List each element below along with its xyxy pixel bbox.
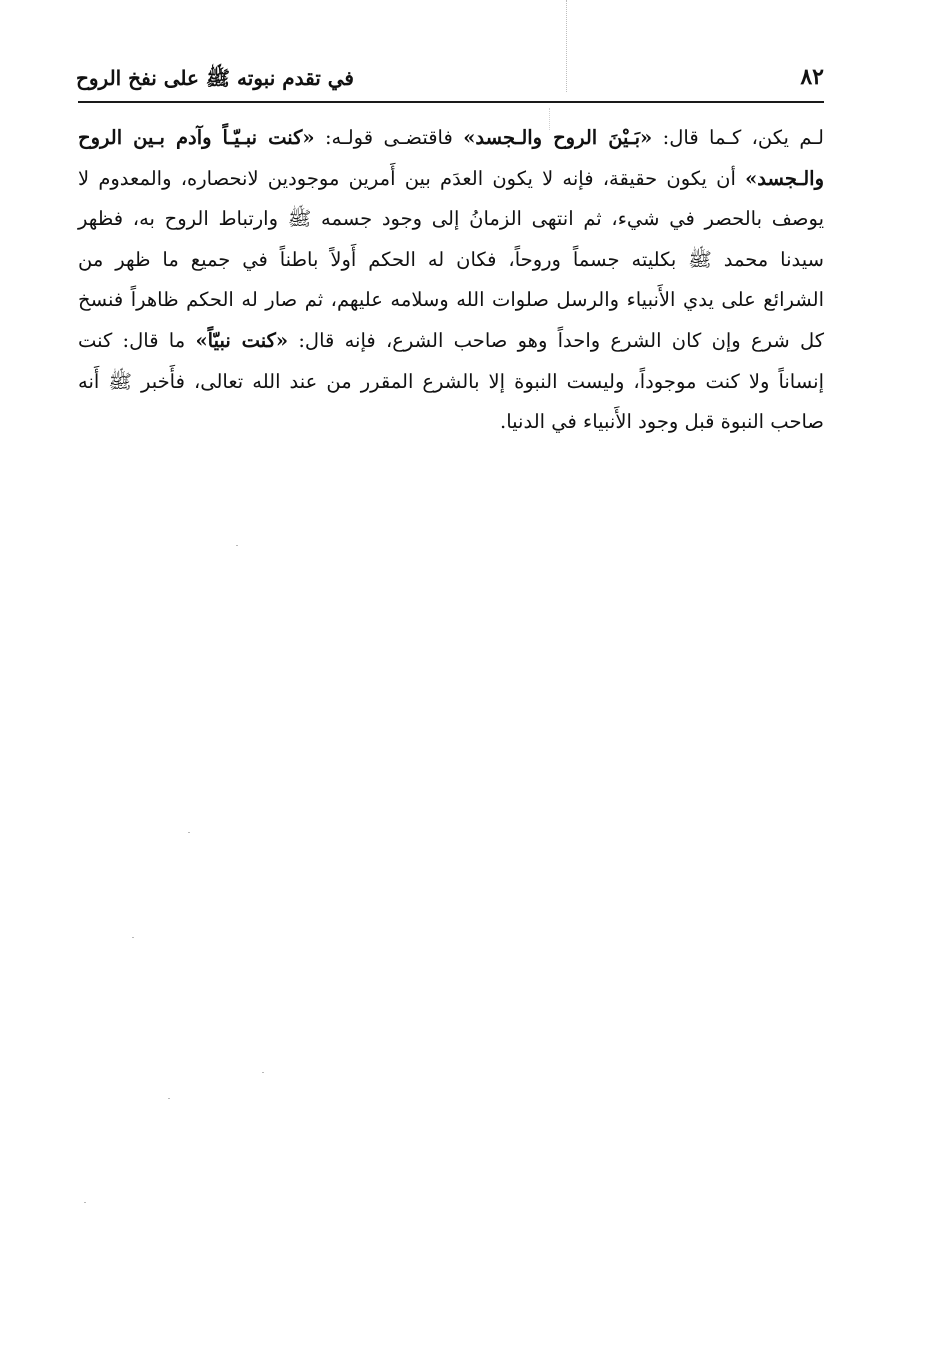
quote-run: «كنت نبـيّـاً وآدم بـين الروح <box>78 126 315 149</box>
text-line <box>78 118 824 159</box>
page-number: ٨٢ <box>800 64 824 90</box>
quote-run: «بَـيْنَ الروح والـجسد» <box>463 126 653 149</box>
text-line <box>78 240 824 281</box>
scan-speck <box>84 1202 86 1203</box>
text-line <box>78 159 824 200</box>
text-run: الشرائع على يدي الأَنبياء والرسل صلوات الله وسلامه عليهم، ثم صار له الحكم ظاهراً فنسخ <box>78 288 824 312</box>
scan-speck <box>236 545 238 546</box>
text-run: أن يكون حقيقة، فإنه لا يكون العدَم بين أَمرين موجودين لانحصاره، والمعدوم لا <box>78 166 746 190</box>
text-line <box>78 402 824 443</box>
text-run: إنساناً ولا كنت موجوداً، وليست النبوة إلا بالشرع المقرر من عند الله تعالى، فأَخبر ﷺ أَنه <box>78 369 824 393</box>
running-header <box>75 62 824 102</box>
text-run: فاقتضـى قولـه: <box>314 126 464 149</box>
text-run: لـم يكن، كـما قال: <box>652 126 825 149</box>
quote-run: والـجسد» <box>745 166 824 190</box>
quote-run: «كنت نبيّاً» <box>195 328 289 352</box>
header-rule <box>78 101 824 103</box>
text-run: يوصف بالحصر في شيء، ثم انتهى الزمانُ إلى وجود جسمه ﷺ وارتباط الروح به، فظهر <box>78 207 824 231</box>
main-text <box>78 118 824 443</box>
text-line <box>78 362 824 403</box>
text-run: صاحب النبوة قبل وجود الأَنبياء في الدنيا. <box>500 410 824 434</box>
text-run: سيدنا محمد ﷺ بكليته جسماً وروحاً، فكان له الحكم أَولاً باطناً في جميع ما ظهر من <box>78 247 824 271</box>
text-line <box>78 280 824 321</box>
scan-speck <box>262 1072 264 1073</box>
text-line <box>78 199 824 240</box>
header-title: في تقدم نبوته ﷺ على نفخ الروح <box>75 66 354 90</box>
text-run: كل شرع وإن كان الشرع واحداً وهو صاحب الشرع، فإنه قال: <box>288 328 824 352</box>
scan-speck <box>132 937 134 938</box>
text-run: ما قال: كنت <box>78 328 196 352</box>
scan-speck <box>188 832 190 833</box>
scan-speck <box>168 1098 170 1099</box>
text-line <box>78 321 824 362</box>
